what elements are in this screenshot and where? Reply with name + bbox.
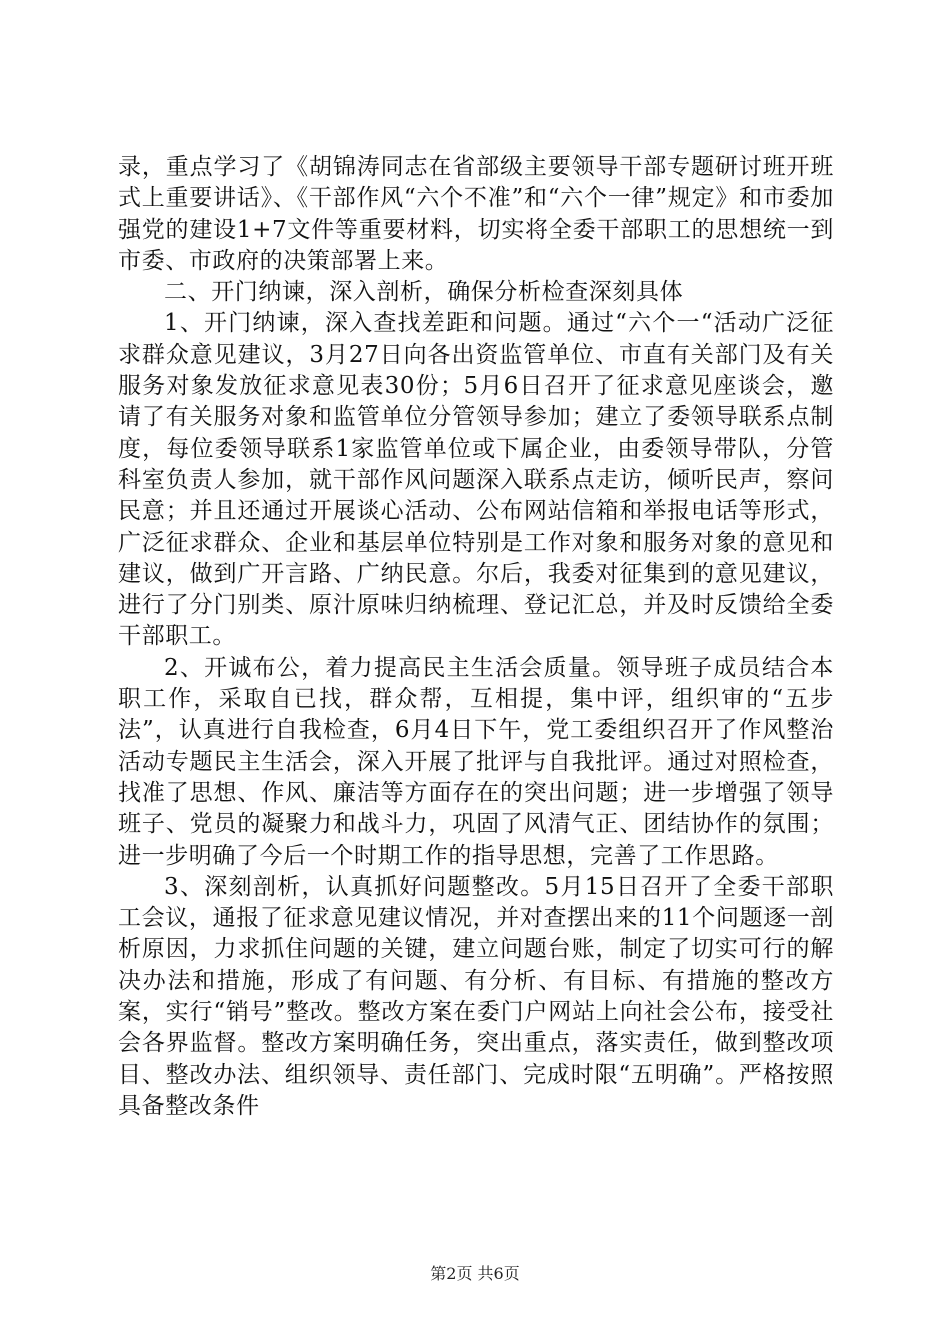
section-heading-two: 二、开门纳谏，深入剖析，确保分析检查深刻具体 xyxy=(164,279,684,306)
page-number-footer: 第2页 共6页 xyxy=(430,1264,520,1283)
document-body xyxy=(118,152,834,1122)
paragraph-item-three: 3、深刻剖析，认真抓好问题整改。5月15日召开了全委干部职工会议，通报了征求意见建议情况，并对查摆出来的11个问题逐一剖析原因，力求抓住问题的关键，建立问题台账，制定了切实可行的解决办法和措施，形成了有问题、有分析、有目标、有措施的整改方案，实行“销号”整改。整改方案在委门户网站上向社会公布，接受社会各界监督。整改方案明确任务，突出重点，落实责任，做到整改项目、整改办法、组织领导、责任部门、完成时限“五明确”。严格按照具备整改条件 xyxy=(118,873,834,1119)
paragraph-item-two: 2、开诚布公，着力提高民主生活会质量。领导班子成员结合本职工作，采取自已找，群众帮，互相提，集中评，组织审的“五步法”，认真进行自我检查，6月4日下午，党工委组织召开了作风整治活动专题民主生活会，深入开展了批评与自我批评。通过对照检查，找准了思想、作风、廉洁等方面存在的突出问题；进一步增强了领导班子、党员的凝聚力和战斗力，巩固了风清气正、团结协作的氛围；进一步明确了今后一个时期工作的指导思想，完善了工作思路。 xyxy=(118,654,834,869)
paragraph-item-one: 1、开门纳谏，深入查找差距和问题。通过“六个一“活动广泛征求群众意见建议，3月27日向各出资监管单位、市直有关部门及有关服务对象发放征求意见表30份；5月6日召开了征求意见座谈会，邀请了有关服务对象和监管单位分管领导参加；建立了委领导联系点制度，每位委领导联系1家监管单位或下属企业，由委领导带队，分管科室负责人参加，就干部作风问题深入联系点走访，倾听民声，察问民意；并且还通过开展谈心活动、公布网站信箱和举报电话等形式，广泛征求群众、企业和基层单位特别是工作对象和服务对象的意见和建议，做到广开言路、广纳民意。尔后，我委对征集到的意见建议，进行了分门别类、原汁原味归纳梳理、登记汇总，并及时反馈给全委干部职工。 xyxy=(118,310,834,650)
paragraph-continued-study: 录，重点学习了《胡锦涛同志在省部级主要领导干部专题研讨班开班式上重要讲话》、《干部作风“六个不准”和“六个一律”规定》和市委加强党的建设1+7文件等重要材料，切实将全委干部职工的思想统一到市委、市政府的决策部署上来。 xyxy=(118,154,834,274)
